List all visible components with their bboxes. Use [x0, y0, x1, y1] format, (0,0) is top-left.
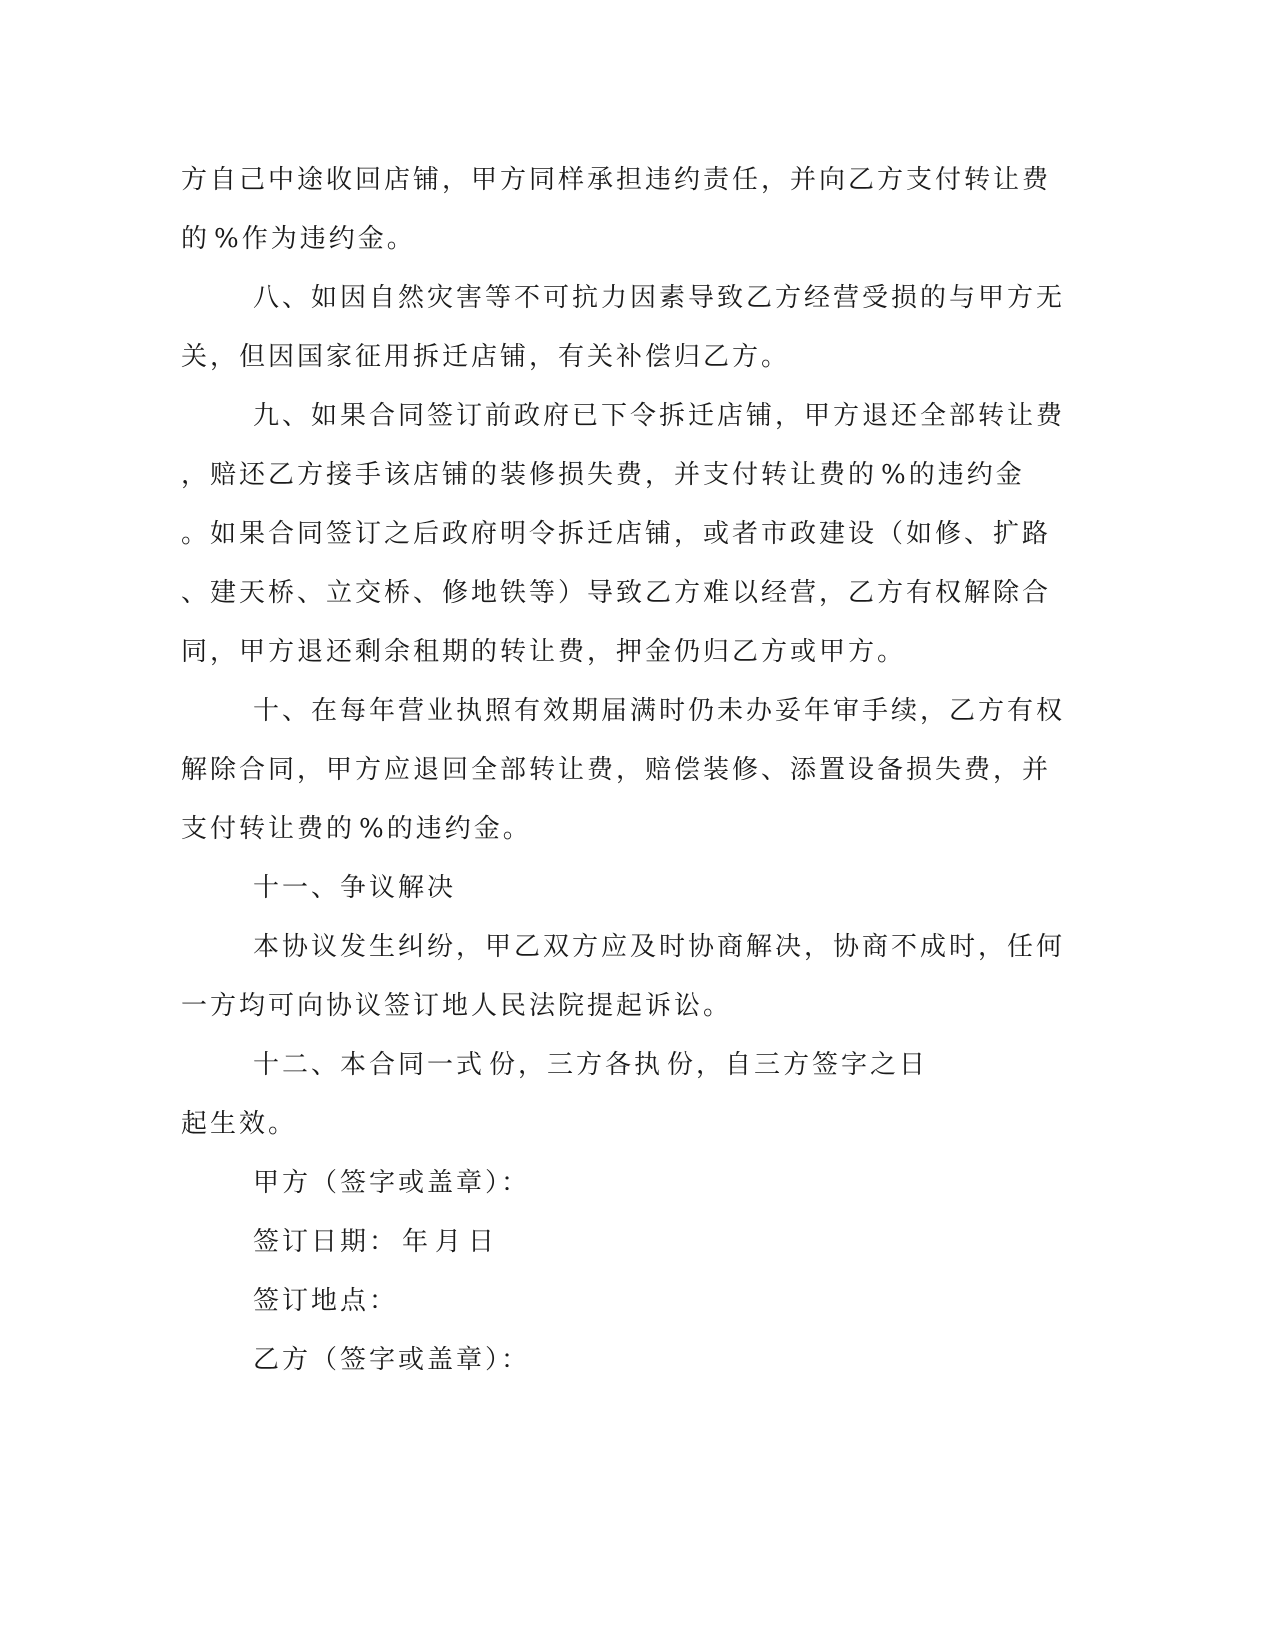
line-text: 乙方（签字或盖章）：	[253, 1345, 531, 1375]
text-line	[253, 927, 1065, 967]
line-text: 日	[468, 1227, 498, 1257]
line-text: 十二、本合同一式	[253, 1050, 486, 1080]
text-line	[253, 278, 1065, 318]
line-text: ，赔还乙方接手该店铺的装修损失费，并支付转让费的	[181, 460, 878, 490]
text-line	[181, 632, 906, 672]
line-text: 一方均可向协议签订地人民法院提起诉讼。	[181, 991, 733, 1021]
line-text: 签订地点：	[253, 1286, 399, 1316]
line-text: 解除合同，甲方应退回全部转让费，赔偿装修、添置设备损失费，并	[181, 755, 1052, 785]
line-text: 本协议发生纠纷，甲乙双方应及时协商解决，协商不成时，任何	[253, 932, 1066, 962]
line-text: 年	[402, 1227, 432, 1257]
line-text: 月	[435, 1227, 465, 1257]
line-text: 关，但因国家征用拆迁店铺，有关补偿归乙方。	[181, 342, 791, 372]
line-text: 方自己中途收回店铺，甲方同样承担违约责任，并向乙方支付转让费	[181, 165, 1052, 195]
text-line	[181, 809, 532, 849]
text-line	[181, 514, 1051, 554]
text-line	[181, 750, 1051, 790]
text-line	[181, 1104, 297, 1144]
text-line	[181, 337, 790, 377]
text-line	[181, 986, 732, 1026]
line-text: %的违约金。	[359, 814, 532, 844]
text-line	[253, 1045, 928, 1085]
line-text: 的	[181, 224, 211, 254]
line-text: 、建天桥、立交桥、修地铁等）导致乙方难以经营，乙方有权解除合	[181, 578, 1052, 608]
section-heading	[253, 868, 456, 908]
signing-place-line	[253, 1281, 402, 1321]
line-text: 起生效。	[181, 1109, 298, 1139]
line-text: 同，甲方退还剩余租期的转让费，押金仍归乙方或甲方。	[181, 637, 907, 667]
line-text: 。如果合同签订之后政府明令拆迁店铺，或者市政建设（如修、扩路	[181, 519, 1052, 549]
text-line	[253, 691, 1065, 731]
text-line	[181, 455, 1025, 495]
signature-line-party-a	[253, 1163, 534, 1203]
line-text: 份，自三方签字之日	[667, 1050, 929, 1080]
line-text: 甲方（签字或盖章）：	[253, 1168, 531, 1198]
signature-line-party-b	[253, 1340, 534, 1380]
line-text: 支付转让费的	[181, 814, 356, 844]
line-text: %作为违约金。	[214, 224, 416, 254]
text-line	[181, 573, 1051, 613]
line-text: %的违约金	[881, 460, 1025, 490]
line-text: 十、在每年营业执照有效期届满时仍未办妥年审手续，乙方有权	[253, 696, 1066, 726]
line-text: 签订日期：	[253, 1227, 399, 1257]
text-line	[253, 396, 1065, 436]
text-line	[181, 219, 416, 259]
line-text: 份，三方各执	[489, 1050, 664, 1080]
text-line	[181, 160, 1051, 200]
line-text: 十一、争议解决	[253, 873, 457, 903]
line-text: 八、如因自然灾害等不可抗力因素导致乙方经营受损的与甲方无	[253, 283, 1066, 313]
line-text: 九、如果合同签订前政府已下令拆迁店铺，甲方退还全部转让费	[253, 401, 1066, 431]
signing-date-line	[253, 1222, 497, 1262]
